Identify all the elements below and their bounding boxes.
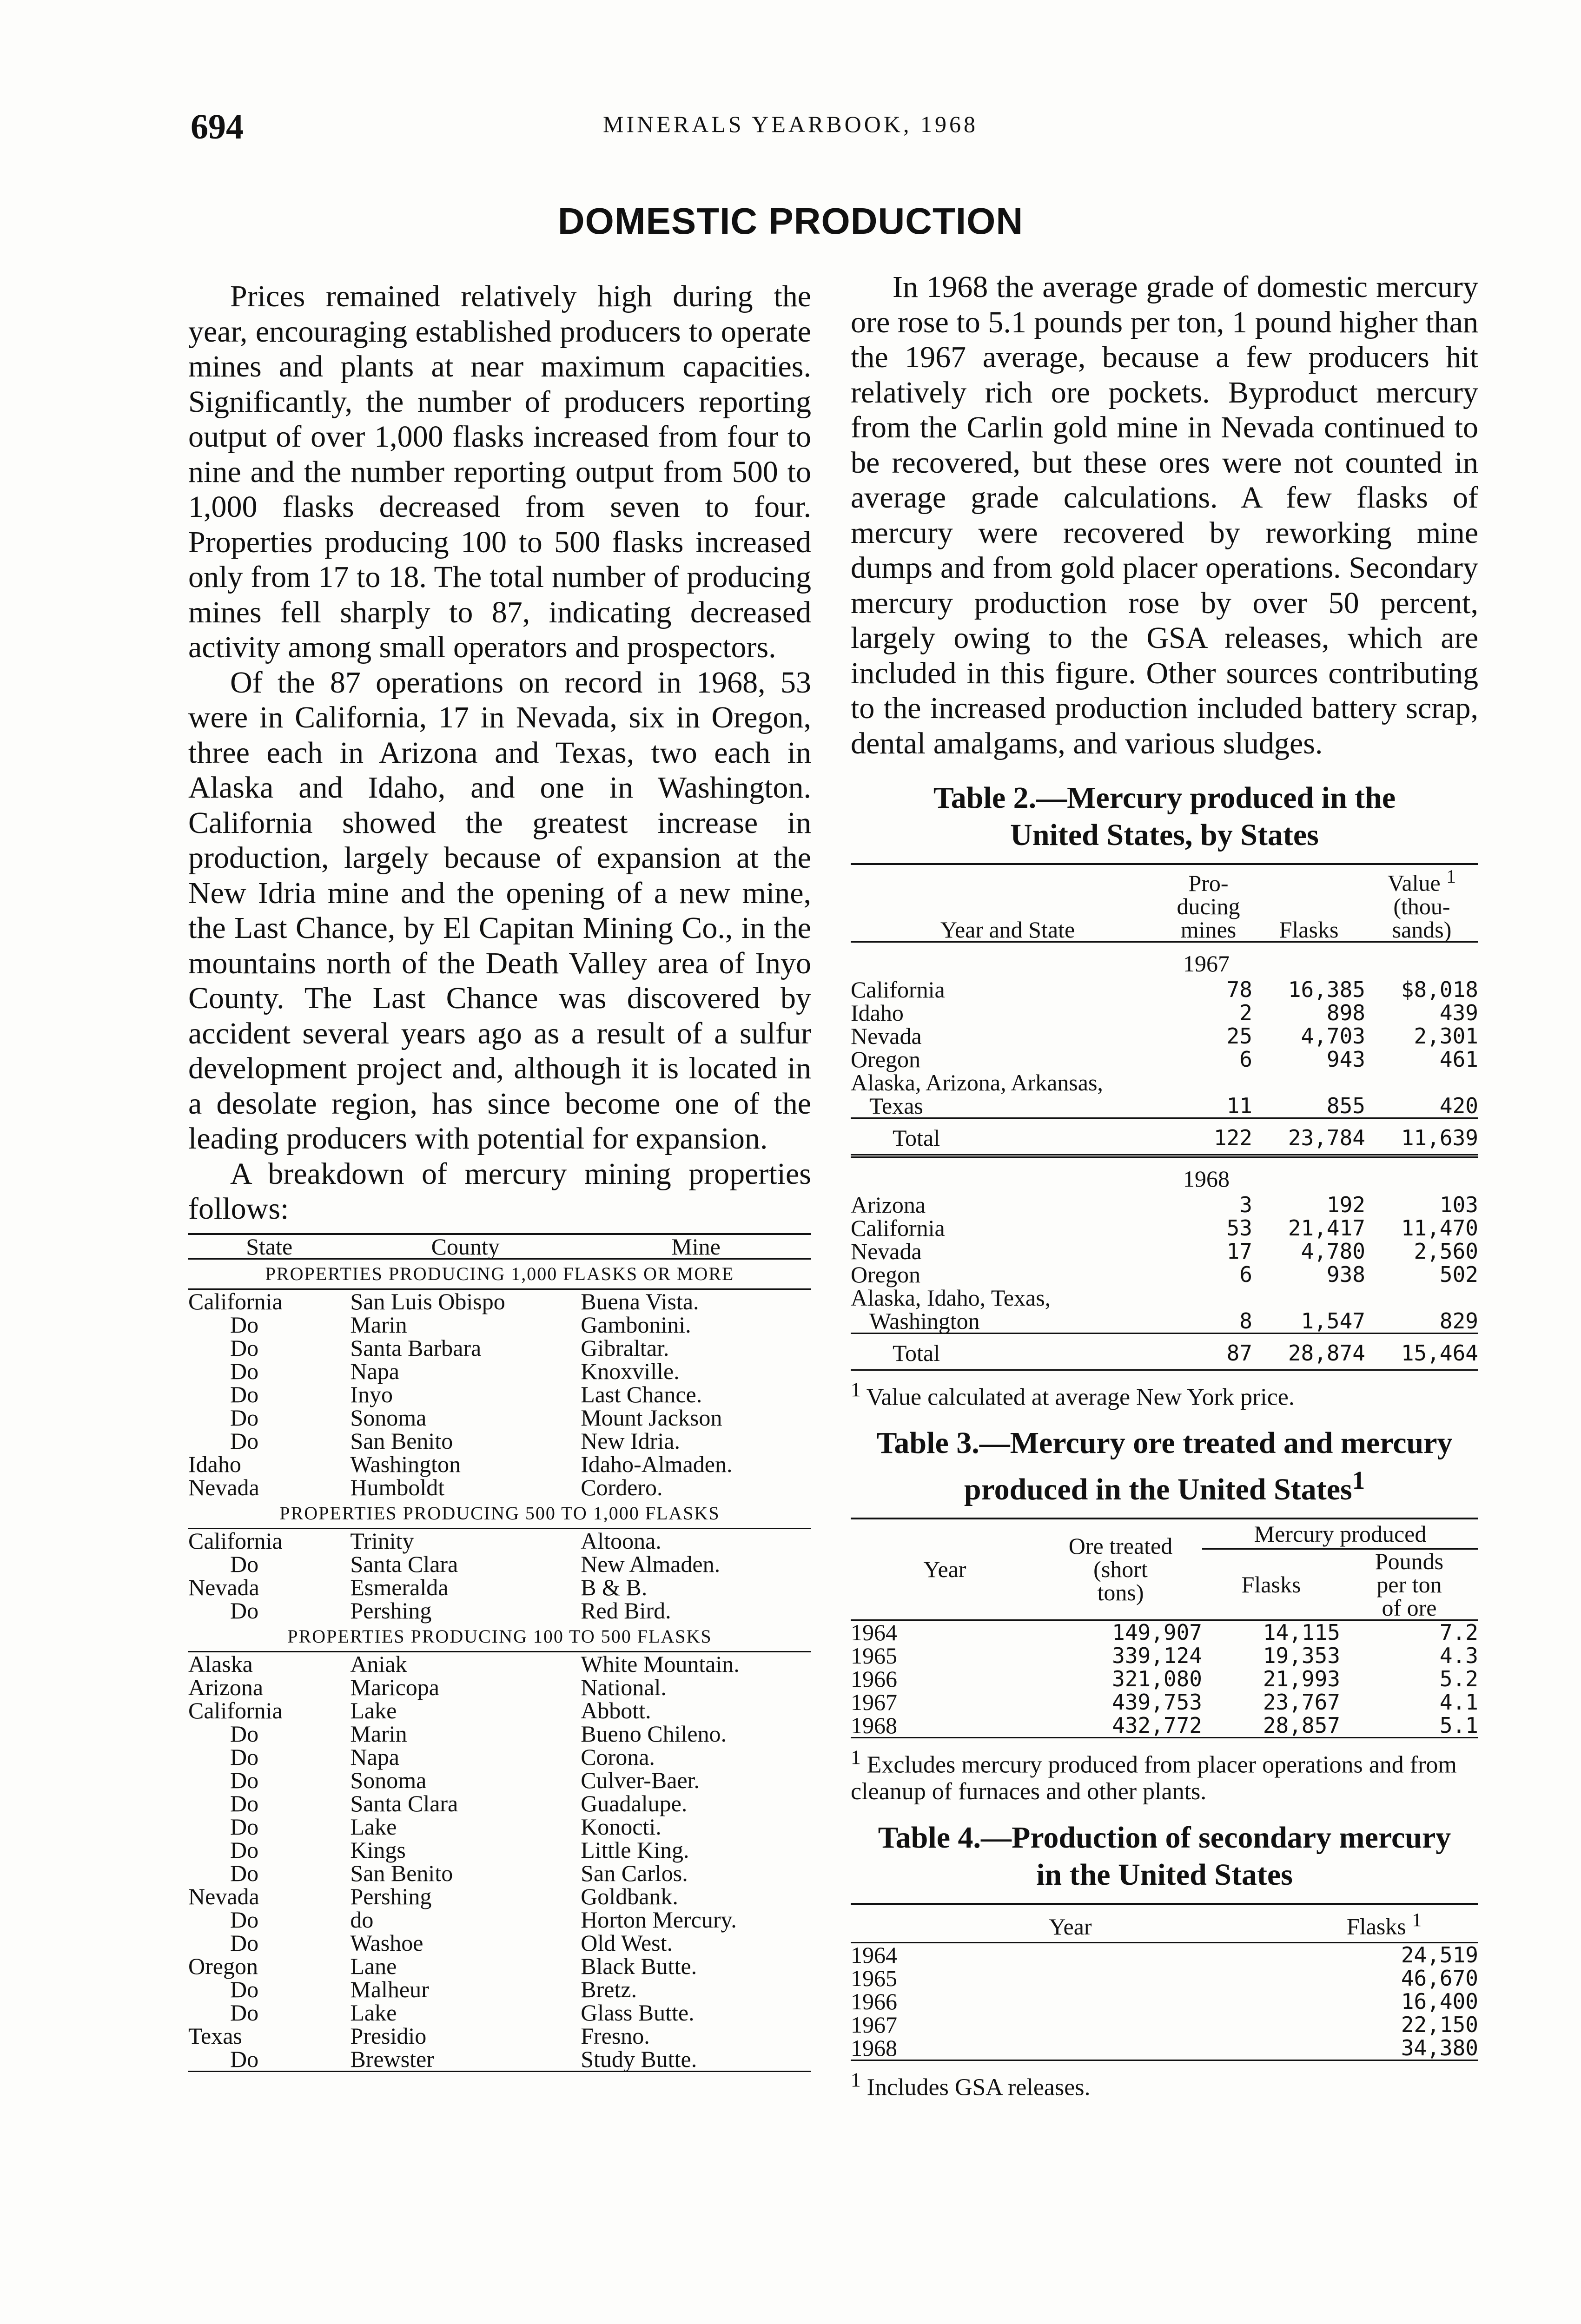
year-cell: 1964 [851, 1941, 897, 1968]
year-cell: 1965 [851, 1965, 897, 1991]
table-row [188, 1576, 811, 1599]
total-label: Total [893, 1340, 940, 1366]
flasks-cell: 46,670 [1401, 1965, 1478, 1991]
county-cell: Trinity [350, 1527, 414, 1554]
county-cell: San Benito [350, 1427, 453, 1454]
mine-cell: Corona. [581, 1743, 655, 1770]
county-cell: Santa Clara [350, 1790, 458, 1816]
value-cell: 103 [1439, 1192, 1478, 1217]
mine-cell: Idaho-Almaden. [581, 1451, 733, 1477]
flasks-cell: 938 [1326, 1261, 1365, 1287]
group-label: PROPERTIES PRODUCING 500 TO 1,000 FLASKS [188, 1499, 811, 1529]
state-cell: California [188, 1527, 283, 1554]
table-row [188, 1313, 811, 1336]
flasks-cell: 28,857 [1263, 1712, 1340, 1738]
value-cell: $8,018 [1401, 977, 1478, 1002]
flasks-cell: 24,519 [1401, 1942, 1478, 1967]
mines-cell: 11 [1226, 1093, 1252, 1118]
value-cell: 829 [1439, 1308, 1478, 1334]
paragraph: A breakdown of mercury mining properties follows: [188, 1156, 811, 1226]
table-row [851, 1620, 1478, 1644]
table-row [851, 1240, 1478, 1263]
table3-footnote: $^1$ Excludes mercury produced from placer operations and from cleanup of furnaces and other plants. [851, 1746, 1457, 1805]
mine-cell: Bueno Chileno. [581, 1720, 727, 1747]
value-cell: 2,560 [1414, 1238, 1478, 1264]
table-row [188, 1406, 811, 1429]
state-cell: Do [230, 1836, 259, 1863]
year-cell: 1968 [851, 2034, 897, 2061]
county-cell: Marin [350, 1311, 407, 1338]
table-row [188, 1722, 811, 1745]
flasks-cell: 943 [1326, 1046, 1365, 1072]
table-row [188, 1336, 811, 1360]
mine-cell: Glass Butte. [581, 1999, 695, 2026]
year-cell: 1964 [851, 1619, 897, 1645]
mine-cell: Culver-Baer. [581, 1767, 700, 1793]
table-row [188, 1815, 811, 1838]
group-header-row [188, 1259, 811, 1289]
flasks-cell: 23,767 [1263, 1689, 1340, 1715]
value-cell: 461 [1439, 1046, 1478, 1072]
year-row [851, 942, 1478, 978]
county-cell: do [350, 1906, 374, 1933]
table-row [188, 2047, 811, 2072]
value-cell: 15,464 [1401, 1340, 1478, 1366]
state-cell: Alaska, Arizona, Arkansas, [851, 1069, 1103, 1096]
table-row [188, 1908, 811, 1931]
col-header-flasks: Flasks [1279, 916, 1339, 943]
county-cell: Malheur [350, 1976, 429, 2002]
col-header-state: State [246, 1233, 293, 1260]
state-cell: Nevada [851, 1238, 922, 1264]
table3 [851, 1518, 1478, 1738]
state-cell: Washington [869, 1307, 980, 1334]
table-row [188, 1528, 811, 1552]
county-cell: Washoe [350, 1929, 423, 1956]
mine-cell: Knoxville. [581, 1358, 680, 1384]
table-row [188, 1862, 811, 1885]
group-label: PROPERTIES PRODUCING 1,000 FLASKS OR MORE [188, 1259, 811, 1289]
mine-cell: Black Butte. [581, 1953, 697, 1979]
ore-cell: 339,124 [1112, 1643, 1202, 1668]
county-cell: Lake [350, 1813, 397, 1840]
ore-cell: 321,080 [1112, 1666, 1202, 1691]
table-row [851, 978, 1478, 1001]
year-cell: 1968 [851, 1712, 897, 1738]
flasks-cell: 21,993 [1263, 1666, 1340, 1691]
county-cell: Humboldt [350, 1474, 445, 1500]
mine-cell: Mount Jackson [581, 1404, 722, 1431]
state-cell: Do [230, 1743, 259, 1770]
col-header-flasks: Flasks $^1$ [1346, 1909, 1422, 1940]
mine-cell: Study Butte. [581, 2046, 697, 2072]
state-cell: Do [230, 1551, 259, 1577]
county-cell: Napa [350, 1743, 399, 1770]
state-cell: Arizona [188, 1674, 264, 1700]
table4-block [851, 1819, 1478, 2101]
county-cell: Presidio [350, 2022, 427, 2049]
ore-cell: 149,907 [1112, 1619, 1202, 1645]
state-cell: Texas [869, 1092, 923, 1119]
table4-caption: Table 4.—Production of secondary mercury in the United States [878, 1821, 1451, 1892]
year-cell: 1965 [851, 1642, 897, 1669]
year-label: 1968 [1183, 1165, 1230, 1192]
mines-table-body [188, 1259, 811, 2071]
county-cell: Santa Clara [350, 1551, 458, 1577]
mine-cell: National. [581, 1674, 667, 1700]
mine-cell: Buena Vista. [581, 1288, 699, 1314]
mines-cell: 87 [1226, 1340, 1252, 1366]
state-cell: California [188, 1697, 283, 1723]
table-row [851, 1714, 1478, 1738]
mine-cell: Guadalupe. [581, 1790, 688, 1816]
table-row [188, 1429, 811, 1452]
table-row [851, 1263, 1478, 1286]
state-cell: Do [230, 2046, 259, 2072]
paragraph: In 1968 the average grade of domestic mercury ore rose to 5.1 pounds per ton, 1 pound higher than the 1967 average, because a few producers hit relatively rich ore pockets. Byproduct mercury from the Carlin gold mine in Nevada continued to be recovered, but these ores were not counted in average grade calculations. A few flasks of mercury were recovered by reworking mine dumps and from gold placer operations. Secondary mercury production rose by over 50 percent, largely owing to the GSA releases, which are included in this figure. Other sources contributing to the increased production included battery scrap, dental amalgams, and various sludges. [851, 270, 1478, 760]
mine-cell: Altoona. [581, 1527, 662, 1554]
col-header-county: County [431, 1233, 500, 1260]
state-cell: Oregon [851, 1046, 920, 1072]
county-cell: Kings [350, 1836, 406, 1863]
table3-body [851, 1620, 1478, 1737]
mine-cell: Cordero. [581, 1474, 663, 1500]
mine-cell: Bretz. [581, 1976, 637, 2002]
state-cell: Do [230, 1906, 259, 1933]
state-cell: Do [230, 1311, 259, 1338]
table-row [188, 1769, 811, 1792]
table-row [188, 1792, 811, 1815]
mines-cell: 53 [1226, 1215, 1252, 1241]
value-cell: 502 [1439, 1261, 1478, 1287]
year-cell: 1967 [851, 2011, 897, 2038]
table-row [851, 1967, 1478, 1990]
state-cell: California [851, 976, 945, 1003]
flasks-cell: 4,703 [1301, 1023, 1365, 1049]
mine-cell: Gambonini. [581, 1311, 691, 1338]
county-cell: Brewster [350, 2046, 434, 2072]
ore-cell: 432,772 [1112, 1712, 1202, 1738]
mines-cell: 17 [1226, 1238, 1252, 1264]
state-cell: Do [230, 1404, 259, 1431]
state-cell: Oregon [188, 1953, 258, 1979]
group-header-row [188, 1622, 811, 1652]
pounds-per-ton-cell: 4.3 [1439, 1643, 1478, 1668]
table3-block [851, 1425, 1478, 1805]
county-cell: Inyo [350, 1381, 393, 1407]
mines-cell: 8 [1239, 1308, 1252, 1334]
table3-caption: Table 3.—Mercury ore treated and mercury produced in the United States$^1$ [876, 1426, 1453, 1506]
col-header-value: Value $^1$ (thou- sands) [1387, 866, 1456, 943]
col-header-ore-treated: Ore treated (short tons) [1068, 1533, 1173, 1606]
value-cell: 11,639 [1401, 1125, 1478, 1150]
mine-cell: Red Bird. [581, 1597, 671, 1624]
value-cell: 420 [1439, 1093, 1478, 1118]
total-label: Total [893, 1124, 940, 1151]
flasks-cell: 28,874 [1288, 1340, 1365, 1366]
mine-cell: B & B. [581, 1574, 648, 1600]
table4 [851, 1903, 1478, 2061]
col-header-producing-mines: Pro- ducing mines [1177, 870, 1240, 943]
table-row [188, 1885, 811, 1908]
table-row [188, 1745, 811, 1769]
year-row [851, 1156, 1478, 1193]
flasks-cell: 19,353 [1263, 1643, 1340, 1668]
county-cell: Lane [350, 1953, 397, 1979]
paragraph: Of the 87 operations on record in 1968, 53 were in California, 17 in Nevada, six in Oregon, three each in Arizona and Texas, two each in Alaska and Idaho, and one in Washington. California showed the greatest increase in production, largely because of expansion at the New Idria mine and the opening of a new mine, the Last Chance, by El Capitan Mining Co., in the mountains north of the Death Valley area of Inyo County. The Last Chance was discovered by accident several years ago as a result of a sulfur development project and, although it is located in a desolate region, has since become one of the leading producers with potential for expansion. [188, 665, 811, 1155]
county-cell: Aniak [350, 1651, 407, 1677]
state-cell: Idaho [851, 999, 904, 1026]
table-row [188, 2024, 811, 2047]
table-row [851, 1667, 1478, 1690]
year-cell: 1966 [851, 1988, 897, 2014]
state-cell: California [851, 1215, 945, 1241]
table-row [851, 1071, 1478, 1094]
county-cell: Marin [350, 1720, 407, 1747]
table2-body [851, 942, 1478, 1370]
flasks-cell: 34,380 [1401, 2035, 1478, 2060]
table-row [851, 1216, 1478, 1240]
col-header-flasks: Flasks [1241, 1571, 1301, 1598]
state-cell: Alaska [188, 1651, 253, 1677]
table-row [188, 1383, 811, 1406]
table-row [188, 1360, 811, 1383]
county-cell: Esmeralda [350, 1574, 449, 1600]
state-cell: Do [230, 1720, 259, 1747]
value-cell: 439 [1439, 1000, 1478, 1025]
mines-cell: 6 [1239, 1261, 1252, 1287]
flasks-cell: 14,115 [1263, 1619, 1340, 1645]
table-row [851, 1048, 1478, 1071]
table-row [851, 1286, 1478, 1309]
state-cell: Nevada [188, 1574, 259, 1600]
year-label: 1967 [1183, 950, 1230, 977]
pounds-per-ton-cell: 5.2 [1439, 1666, 1478, 1691]
mine-cell: White Mountain. [581, 1651, 740, 1677]
state-cell: Nevada [188, 1474, 259, 1500]
state-cell: Oregon [851, 1261, 920, 1287]
table-row [851, 1193, 1478, 1216]
page-number: 694 [191, 107, 244, 146]
group-header-row [188, 1499, 811, 1529]
table-row [188, 1651, 811, 1676]
table-row [188, 1978, 811, 2001]
total-row [851, 1333, 1478, 1370]
pounds-per-ton-cell: 5.1 [1439, 1712, 1478, 1738]
county-cell: Lake [350, 1697, 397, 1723]
left-column [188, 279, 811, 2072]
group-label: PROPERTIES PRODUCING 100 TO 500 FLASKS [188, 1622, 811, 1652]
mine-cell: New Idria. [581, 1427, 680, 1454]
table-row [851, 2036, 1478, 2060]
mine-cell: Gibraltar. [581, 1334, 669, 1361]
flasks-cell: 16,400 [1401, 1988, 1478, 2014]
table4-footnote: $^1$ Includes GSA releases. [851, 2068, 1091, 2101]
mines-cell: 25 [1226, 1023, 1252, 1049]
state-cell: Do [230, 1976, 259, 2002]
state-cell: Do [230, 1999, 259, 2026]
flasks-cell: 23,784 [1288, 1125, 1365, 1150]
county-cell: San Benito [350, 1860, 453, 1886]
table-row [188, 1289, 811, 1313]
flasks-cell: 192 [1326, 1192, 1365, 1217]
table-row [188, 1931, 811, 1954]
table-row [851, 1644, 1478, 1667]
flasks-cell: 16,385 [1288, 977, 1365, 1002]
mine-cell: Horton Mercury. [581, 1906, 737, 1933]
flasks-cell: 4,780 [1301, 1238, 1365, 1264]
flasks-cell: 898 [1326, 1000, 1365, 1025]
flasks-cell: 21,417 [1288, 1215, 1365, 1241]
table-row [851, 1690, 1478, 1714]
mine-cell: Abbott. [581, 1697, 651, 1723]
state-cell: Do [230, 1381, 259, 1407]
table-row [188, 1838, 811, 1862]
col-header-year: Year [1049, 1913, 1092, 1940]
state-cell: California [188, 1288, 283, 1314]
table-row [851, 1309, 1478, 1334]
county-cell: Maricopa [350, 1674, 439, 1700]
state-cell: Do [230, 1597, 259, 1624]
table2-footnote: $^1$ Value calculated at average New York price. [851, 1378, 1295, 1410]
mine-cell: Konocti. [581, 1813, 662, 1840]
county-cell: Sonoma [350, 1404, 427, 1431]
state-cell: Do [230, 1790, 259, 1816]
county-cell: Sonoma [350, 1767, 427, 1793]
year-cell: 1967 [851, 1689, 897, 1715]
state-cell: Do [230, 1813, 259, 1840]
col-header-mine: Mine [671, 1233, 721, 1260]
value-cell: 2,301 [1414, 1023, 1478, 1049]
state-cell: Do [230, 1860, 259, 1886]
flasks-cell: 22,150 [1401, 2012, 1478, 2037]
year-cell: 1966 [851, 1665, 897, 1692]
col-header-year-state: Year and State [940, 916, 1075, 943]
table-row [188, 1476, 811, 1499]
county-cell: Washington [350, 1451, 461, 1477]
pounds-per-ton-cell: 7.2 [1439, 1619, 1478, 1645]
mines-cell: 3 [1239, 1192, 1252, 1217]
total-row [851, 1118, 1478, 1156]
col-header-pounds-per-ton: Pounds per ton of ore [1375, 1548, 1444, 1621]
mine-cell: Goldbank. [581, 1883, 678, 1909]
mine-cell: Old West. [581, 1929, 673, 1956]
ore-cell: 439,753 [1112, 1689, 1202, 1715]
table2-caption: Table 2.—Mercury produced in the United States, by States [933, 781, 1396, 852]
flasks-cell: 1,547 [1301, 1308, 1365, 1334]
table-row [851, 2013, 1478, 2036]
county-cell: Napa [350, 1358, 399, 1384]
county-cell: Pershing [350, 1883, 432, 1909]
flasks-cell: 855 [1326, 1093, 1365, 1118]
mines-cell: 122 [1213, 1125, 1252, 1150]
col-header-year: Year [923, 1556, 966, 1583]
state-cell: Idaho [188, 1451, 241, 1477]
mine-cell: Little King. [581, 1836, 689, 1863]
table2-block [851, 779, 1478, 1411]
mines-cell: 78 [1226, 977, 1252, 1002]
table-row [851, 1094, 1478, 1118]
county-cell: Lake [350, 1999, 397, 2026]
mines-cell: 2 [1239, 1000, 1252, 1025]
table-row [851, 1001, 1478, 1024]
county-cell: San Luis Obispo [350, 1288, 505, 1314]
table-row [851, 1942, 1478, 1967]
state-cell: Do [230, 1929, 259, 1956]
state-cell: Arizona [851, 1191, 926, 1218]
pounds-per-ton-cell: 4.1 [1439, 1689, 1478, 1715]
table-row [188, 1599, 811, 1622]
table-row [188, 1552, 811, 1576]
state-cell: Do [230, 1358, 259, 1384]
right-column [851, 270, 1478, 2101]
mines-table [188, 1233, 811, 2072]
col-header-mercury-produced: Mercury produced [1202, 1519, 1478, 1549]
mine-cell: San Carlos. [581, 1860, 688, 1886]
state-cell: Nevada [188, 1883, 259, 1909]
paragraph: Prices remained relatively high during the year, encouraging established producers to operate mines and plants at near maximum capacities. Significantly, the number of producers reporting output of over 1,000 flasks increased from four to nine and the number reporting output from 500 to 1,000 flasks decreased from seven to four. Properties producing 100 to 500 flasks increased only from 17 to 18. The total number of producing mines fell sharply to 87, indicating decreased activity among small operators and prospectors. [188, 279, 811, 664]
state-cell: Nevada [851, 1023, 922, 1049]
table-row [188, 1954, 811, 1978]
mines-cell: 6 [1239, 1046, 1252, 1072]
running-head: MINERALS YEARBOOK, 1968 [603, 111, 978, 137]
mine-cell: Last Chance. [581, 1381, 702, 1407]
table4-body [851, 1942, 1478, 2060]
table-row [851, 1024, 1478, 1048]
table-row [188, 1676, 811, 1699]
table-row [188, 1699, 811, 1722]
state-cell: Do [230, 1334, 259, 1361]
table2 [851, 863, 1478, 1371]
mine-cell: Fresno. [581, 2022, 650, 2049]
state-cell: Do [230, 1767, 259, 1793]
state-cell: Texas [188, 2022, 242, 2049]
table-row [188, 1452, 811, 1476]
table-row [851, 1990, 1478, 2013]
section-title: DOMESTIC PRODUCTION [557, 200, 1024, 242]
county-cell: Pershing [350, 1597, 432, 1624]
state-cell: Do [230, 1427, 259, 1454]
value-cell: 11,470 [1401, 1215, 1478, 1241]
county-cell: Santa Barbara [350, 1334, 482, 1361]
mine-cell: New Almaden. [581, 1551, 721, 1577]
state-cell: Alaska, Idaho, Texas, [851, 1284, 1051, 1311]
table-row [188, 2001, 811, 2024]
